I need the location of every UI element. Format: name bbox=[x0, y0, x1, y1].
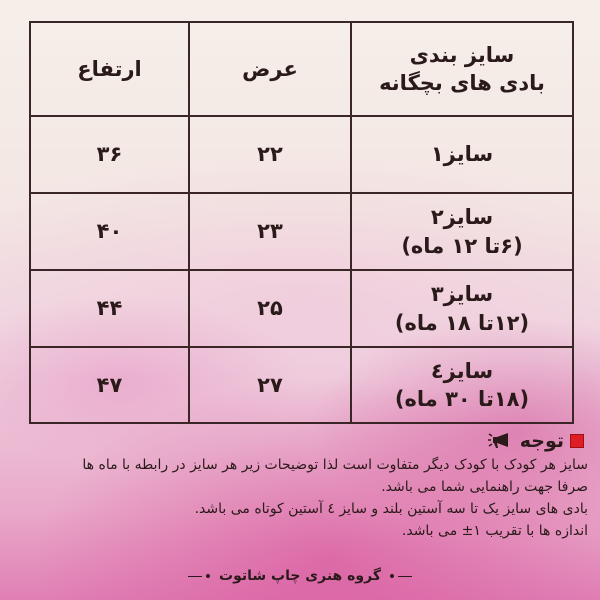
notice-section bbox=[12, 428, 588, 542]
dot-icon bbox=[206, 574, 210, 578]
size-cell bbox=[351, 193, 573, 270]
notice-line: سایز هر کودک با کودک دیگر متفاوت است لذا توضیحات زیر هر سایز در رابطه با ماه ها bbox=[82, 457, 588, 473]
notice-line: بادی های سایز یک تا سه آستین بلند و سایز ٤ آستین کوتاه می باشد. bbox=[194, 501, 588, 517]
divider bbox=[188, 576, 202, 577]
header-size-line1: سایز بندی bbox=[409, 42, 515, 67]
age-range: (۱۲تا ۱۸ ماه) bbox=[394, 310, 530, 335]
table-row bbox=[30, 193, 573, 270]
megaphone-icon bbox=[488, 431, 514, 451]
width-value: ۲۵ bbox=[189, 270, 351, 347]
header-width: عرض bbox=[189, 22, 351, 116]
height-value: ۳۶ bbox=[30, 116, 189, 193]
table-row bbox=[30, 116, 573, 193]
header-size-line2: بادی های بچگانه bbox=[379, 71, 545, 95]
size-label: سایز۲ bbox=[430, 205, 494, 230]
divider bbox=[398, 576, 412, 577]
age-range: (۶تا ۱۲ ماه) bbox=[401, 233, 523, 258]
height-value: ۴۰ bbox=[30, 193, 189, 270]
table-row bbox=[30, 270, 573, 347]
size-cell bbox=[351, 270, 573, 347]
size-cell bbox=[351, 347, 573, 423]
width-value: ۲۷ bbox=[189, 347, 351, 423]
size-label: سایز۱ bbox=[430, 142, 494, 167]
size-label: سایز٤ bbox=[430, 358, 494, 383]
size-chart-table bbox=[29, 21, 574, 424]
notice-title: توجه bbox=[519, 430, 564, 452]
table-header-row bbox=[30, 22, 573, 116]
dot-icon bbox=[390, 574, 394, 578]
header-size bbox=[351, 22, 573, 116]
header-height: ارتفاع bbox=[30, 22, 189, 116]
table-row bbox=[30, 347, 573, 423]
notice-line: صرفا جهت راهنمایی شما می باشد. bbox=[381, 479, 588, 495]
age-range: (۱۸تا ۳۰ ماه) bbox=[394, 387, 530, 411]
footer-text: گروه هنری چاپ شاتوت bbox=[219, 568, 381, 584]
width-value: ۲۲ bbox=[189, 116, 351, 193]
notice-header bbox=[12, 428, 588, 454]
height-value: ۴۷ bbox=[30, 347, 189, 423]
size-label: سایز۳ bbox=[430, 282, 494, 307]
footer-credit bbox=[0, 568, 600, 584]
notice-line: اندازه ها با تقریب ۱± می باشد. bbox=[401, 523, 588, 539]
size-cell bbox=[351, 116, 573, 193]
width-value: ۲۳ bbox=[189, 193, 351, 270]
red-square-icon bbox=[570, 434, 584, 448]
height-value: ۴۴ bbox=[30, 270, 189, 347]
